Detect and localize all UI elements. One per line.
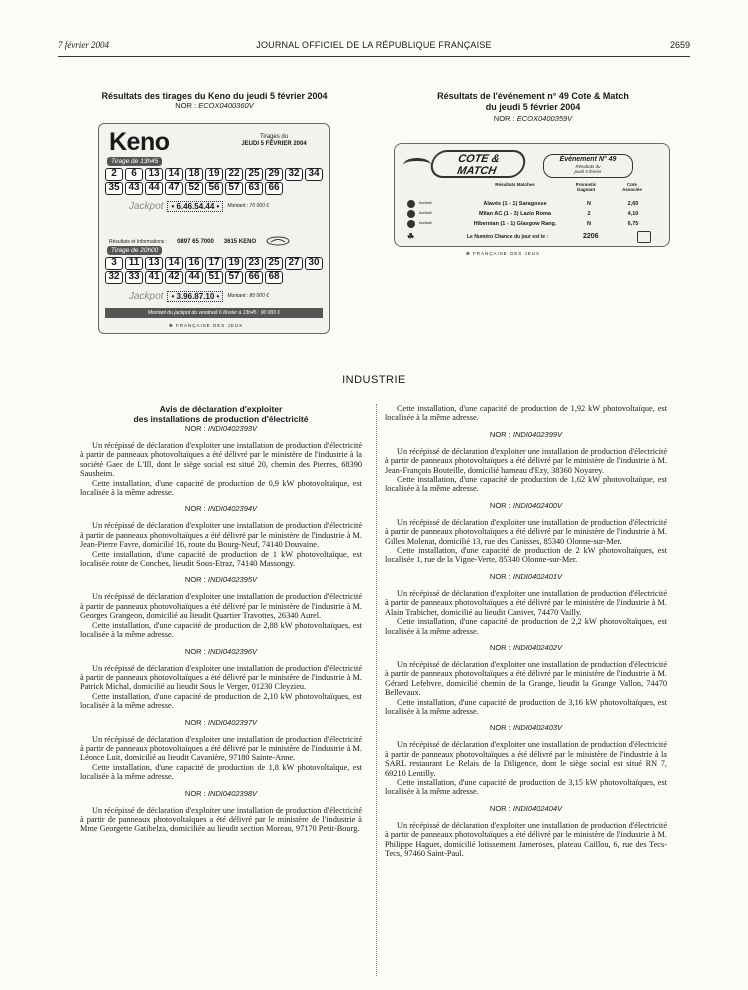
- nor-label: NOR :: [493, 114, 515, 123]
- cote-logo: [429, 150, 528, 178]
- drawn-number: 44: [185, 271, 203, 284]
- drawn-number: 17: [205, 257, 223, 270]
- drawn-number: 66: [265, 182, 283, 195]
- page-number: 2659: [669, 40, 690, 50]
- nor-line: [80, 504, 362, 513]
- journal-title: JOURNAL OFFICIEL DE LA RÉPUBLIQUE FRANÇAISE: [256, 40, 492, 50]
- drawn-number: 25: [245, 168, 263, 181]
- drawn-number: 16: [185, 257, 203, 270]
- article-block: [385, 723, 667, 796]
- col-cote: Cote Associée: [622, 182, 642, 192]
- sport-label: football: [419, 211, 432, 215]
- paragraph: Cette installation, d'une capacité de production de 1,8 kW photovoltaïque, est localisée à la même adresse.: [80, 762, 362, 782]
- nor-line: [385, 430, 667, 439]
- football-icon: [407, 200, 415, 208]
- drawn-number: 34: [305, 168, 323, 181]
- nor-label: NOR :: [184, 717, 206, 727]
- paragraph: Cette installation, d'une capacité de production de 0,9 kW photovoltaïque, est localisée à la même adresse.: [80, 478, 362, 498]
- article-block: [80, 647, 362, 711]
- drawn-number: 14: [165, 168, 183, 181]
- nor-line: [385, 643, 667, 652]
- drawn-number: 63: [245, 182, 263, 195]
- article-title-line1: Avis de déclaration d'exploiter: [159, 404, 283, 414]
- event-sub2: jeudi 5 février: [574, 169, 602, 174]
- nor-line: [385, 572, 667, 581]
- keno-ticket: [98, 123, 330, 334]
- nor-line: [385, 723, 667, 732]
- nor-line: [80, 424, 362, 433]
- match-signe: N: [587, 201, 591, 207]
- jackpot1-amount: Montant : 70 000 €: [227, 203, 270, 209]
- nor-line: [80, 647, 362, 656]
- jackpot1: [129, 200, 269, 212]
- paragraph: Cette installation, d'une capacité de production de 2,88 kW photovoltaïques, est localisée à la même adresse.: [80, 620, 362, 640]
- article-block: [80, 575, 362, 639]
- drawn-number: 3: [105, 257, 123, 270]
- clover-icon: ☘: [407, 232, 415, 241]
- keno-date-line2: JEUDI 5 FÉVRIER 2004: [241, 141, 307, 147]
- article-block: [385, 501, 667, 565]
- paragraph: Cette installation, d'une capacité de production de 3,15 kW photovoltaïques, est localisée à la même adresse.: [385, 777, 667, 797]
- article-block: [385, 404, 667, 423]
- nor-label: NOR :: [489, 571, 511, 581]
- nor-label: NOR :: [489, 723, 511, 733]
- jackpot1-value: • 6.46.54.44 •: [167, 201, 223, 212]
- info-minitel: 3615 KENO: [223, 239, 257, 245]
- drawn-number: 57: [225, 271, 243, 284]
- chance-label: Le Numéro Chance du jour est le :: [467, 234, 549, 240]
- paragraph: Un récépissé de déclaration d'exploiter une installation de production d'électricité à partir de panneaux photovoltaïques a été délivré par le ministère de l'industrie à M. Jean-François Bouteille, domicilié hameau d'Ezy, 38360 Noyarey.: [385, 446, 668, 475]
- article-title-line2: des installations de production d'électricité: [133, 414, 309, 424]
- fdj-logo-icon: [266, 236, 290, 248]
- paragraph: Un récépissé de déclaration d'exploiter une installation de production d'électricité à partir de panneaux photovoltaïques a été délivré par le ministère de l'industrie à M. Patrick Michal, domicilié au lieudit Sous le Verger, 01230 Cleyzieu.: [80, 663, 363, 692]
- nor-code: INDI0402396V: [207, 646, 258, 656]
- event-sub1: Résultats du: [575, 164, 601, 169]
- paragraph: Un récépissé de déclaration d'exploiter une installation de production d'électricité à partir de panneaux photovoltaïques a été délivré par le ministère de l'industrie à M. Gilles Molenat, domicilié 13, rue des Canisses, 85340 Olonne-sur-Mer.: [385, 517, 668, 546]
- cote-title-line2: du jeudi 5 février 2004: [485, 102, 581, 112]
- drawn-number: 66: [245, 271, 263, 284]
- drawn-number: 43: [125, 182, 143, 195]
- nor-code: INDI0402394V: [207, 504, 258, 514]
- drawn-number: 42: [165, 271, 183, 284]
- nor-code: INDI0402399V: [512, 429, 563, 439]
- paragraph: Cette installation, d'une capacité de production de 2,10 kW photovoltaïques, est localisée à la même adresse.: [80, 691, 362, 711]
- nor-label: NOR :: [184, 788, 206, 798]
- draw2-label: Tirage de 20h00: [107, 246, 162, 255]
- match-cote: 4,10: [627, 211, 639, 217]
- chance-value: 2206: [583, 233, 599, 240]
- drawn-number: 22: [225, 168, 243, 181]
- match-result: Alavés (1 - 1) Saragosse: [483, 201, 547, 207]
- drawn-number: 35: [105, 182, 123, 195]
- nor-label: NOR :: [184, 504, 206, 514]
- drawn-number: 57: [225, 182, 243, 195]
- article-block: [385, 572, 667, 636]
- event-box: [543, 154, 633, 178]
- info-label: Résultats et Informations :: [109, 239, 168, 245]
- jackpot2: [129, 290, 269, 302]
- keno-fdj: [169, 323, 243, 329]
- cote-ticket: [394, 143, 670, 247]
- nor-code: INDI0402404V: [512, 803, 563, 813]
- drawn-number: 6: [125, 168, 143, 181]
- article-title: [80, 404, 362, 424]
- paragraph: Un récépissé de déclaration d'exploiter une installation de production d'électricité à partir de panneaux photovoltaïques a été délivré par le ministère de l'industrie à la société Gaec de L'Ill, dont le siège social est situé 20, chemin des Pierres, 68390 Sausheim.: [80, 441, 363, 479]
- keno-logo: Keno: [109, 128, 170, 156]
- fdj-label: FRANÇAISE DES JEUX: [473, 251, 541, 256]
- drawn-number: 29: [265, 168, 283, 181]
- cote-nor: [388, 114, 678, 123]
- event-title: Événement N° 49: [559, 156, 617, 163]
- drawn-number: 41: [145, 271, 163, 284]
- paragraph: Cette installation, d'une capacité de production de 3,16 kW photovoltaïques, est localisée à la même adresse.: [385, 697, 667, 716]
- paragraph: Un récépissé de déclaration d'exploiter une installation de production d'électricité à partir de panneaux photovoltaïques a été délivré par le ministère de l'industrie à M. Philippe Haguet, domicilié lotissement Jameroses, plateau Caillou, 6, rue des Tecs-Tecs, 97460 Saint-Paul.: [385, 820, 668, 858]
- keno-date: [229, 134, 319, 148]
- jackpot2-amount: Montant : 80 000 €: [227, 293, 270, 299]
- drawn-number: 32: [285, 168, 303, 181]
- nor-label: NOR :: [184, 646, 206, 656]
- paragraph: Un récépissé de déclaration d'exploiter une installation de production d'électricité à partir de panneaux photovoltaïques a été délivré par le ministère de l'industrie à M. Alain Trabichet, domicilié au lieudit Canivet, 74470 Vailly.: [385, 588, 668, 617]
- football-icon: [407, 210, 415, 218]
- drawn-number: 32: [105, 271, 123, 284]
- drawn-number: 44: [145, 182, 163, 195]
- drawn-number: 14: [165, 257, 183, 270]
- nor-line: [80, 718, 362, 727]
- left-column: [80, 404, 362, 841]
- match-result: Hibernian (1 - 1) Glasgow Rang.: [473, 221, 557, 227]
- paragraph: Cette installation, d'une capacité de production de 2 kW photovoltaïques, est localisée 1, rue de la Vigne-Verte, 85340 Olonne-sur-Mer.: [385, 546, 667, 565]
- nor-code: INDI0402395V: [207, 575, 258, 585]
- drawn-number: 25: [265, 257, 283, 270]
- match-row: [407, 220, 663, 229]
- draw2-numbers: [105, 257, 325, 284]
- chance-row: [407, 232, 663, 244]
- info-phone: 0897 65 7000: [177, 239, 214, 245]
- drawn-number: 56: [205, 182, 223, 195]
- match-signe: N: [587, 221, 591, 227]
- paragraph: Cette installation, d'une capacité de production de 1 kW photovoltaïque, est localisée route de Conches, lieudit Sous-Etraz, 74140 Massongy.: [80, 549, 362, 569]
- page-header: [58, 40, 690, 56]
- nor-code: INDI0402402V: [512, 642, 563, 652]
- keno-date-line1: Tirages du: [259, 134, 289, 140]
- nor-label: NOR :: [489, 429, 511, 439]
- drawn-number: 27: [285, 257, 303, 270]
- nor-label: NOR :: [184, 424, 206, 433]
- clover-icon: ✤: [466, 251, 471, 256]
- article-block: [80, 718, 362, 782]
- paragraph: Un récépissé de déclaration d'exploiter une installation de production d'électricité à partir de panneaux photovoltaïques a été délivré par le ministère de l'industrie à Mme Georgette Gatibelza, domiciliée au lieudit section Moreau, 97170 Petit-Bourg.: [80, 805, 363, 834]
- nor-line: [385, 501, 667, 510]
- article-block: [385, 643, 667, 716]
- jackpot2-value: • 3.96.87.10 •: [167, 291, 223, 302]
- jackpot-label: Jackpot: [129, 200, 164, 212]
- sport-label: football: [419, 221, 432, 225]
- football-icon: [407, 220, 415, 228]
- article-block: [80, 504, 362, 568]
- nor-code: ECOX0400359V: [516, 114, 573, 123]
- drawn-number: 68: [265, 271, 283, 284]
- badge-icon: [637, 231, 651, 243]
- cote-title-line1: Résultats de l'événement n° 49 Cote & Match: [437, 91, 629, 101]
- match-row: [407, 210, 663, 219]
- drawn-number: 30: [305, 257, 323, 270]
- drawn-number: 19: [205, 168, 223, 181]
- nor-code: ECOX0400360V: [198, 101, 254, 110]
- sport-label: football: [419, 201, 432, 205]
- paragraph: Un récépissé de déclaration d'exploiter une installation de production d'électricité à partir de panneaux photovoltaïques a été délivré par le ministère de l'industrie à la SARL restaurant Le Relais de la Diligence, dont le siège social est situé RN 7, 69210 Lentilly.: [385, 740, 668, 778]
- drawn-number: 33: [125, 271, 143, 284]
- paragraph: Un récépissé de déclaration d'exploiter une installation de production d'électricité à partir de panneaux photovoltaïques a été délivré par le ministère de l'industrie à M. Gérard Lefebvre, domicilié chemin de la Grange, lieudit la Grange Vallon, 74470 Bellevaux.: [385, 659, 668, 698]
- match-cote: 2,60: [627, 201, 639, 207]
- paragraph: Un récépissé de déclaration d'exploiter une installation de production d'électricité à partir de panneaux photovoltaïques a été délivré par le ministère de l'industrie à M. Georges Grangeon, domicilié au lieudit Quartier Travottes, 26340 Aurel.: [80, 592, 363, 621]
- draw1-numbers: [105, 168, 325, 195]
- keno-title: Résultats des tirages du Keno du jeudi 5 février 2004: [101, 91, 328, 101]
- col-matches: Résultats Matches: [495, 182, 535, 187]
- nor-code: INDI0402398V: [207, 788, 258, 798]
- article-block: [385, 430, 667, 494]
- nor-label: NOR :: [175, 101, 197, 110]
- match-cote: 6,75: [627, 221, 639, 227]
- section-heading: INDUSTRIE: [342, 374, 406, 386]
- article-block: [80, 789, 362, 834]
- cote-fdj: [466, 251, 540, 257]
- header-date: 7 février 2004: [58, 40, 109, 50]
- paragraph: Cette installation, d'une capacité de production de 2,2 kW photovoltaïques, est localisée à la même adresse.: [385, 617, 667, 636]
- header-rule: [58, 56, 690, 57]
- nor-label: NOR :: [489, 642, 511, 652]
- column-divider: [376, 404, 377, 976]
- drawn-number: 11: [125, 257, 143, 270]
- nor-code: INDI0402403V: [512, 723, 563, 733]
- article-block: [80, 424, 362, 497]
- drawn-number: 52: [185, 182, 203, 195]
- nor-line: [385, 804, 667, 813]
- nor-label: NOR :: [489, 500, 511, 510]
- jackpot-label: Jackpot: [129, 290, 164, 302]
- cote-logo-line2: MATCH: [456, 165, 498, 177]
- nor-label: NOR :: [489, 803, 511, 813]
- drawn-number: 13: [145, 168, 163, 181]
- col-signe: Pronostic Gagnant: [575, 182, 597, 192]
- match-result: Milan AC (1 - 3) Lazio Roma: [479, 211, 551, 217]
- drawn-number: 51: [205, 271, 223, 284]
- nor-code: INDI0402397V: [207, 717, 258, 727]
- drawn-number: 2: [105, 168, 123, 181]
- drawn-number: 47: [165, 182, 183, 195]
- paragraph: Cette installation, d'une capacité de production de 1,92 kW photovoltaïque, est localisée à la même adresse.: [385, 404, 667, 423]
- paragraph: Cette installation, d'une capacité de production de 1,62 kW photovoltaïque, est localisée à la même adresse.: [385, 475, 667, 494]
- paragraph: Un récépissé de déclaration d'exploiter une installation de production d'électricité à partir de panneaux photovoltaïques a été délivré par le ministère de l'industrie à M. Léonce Luit, domicilié au lieudit Cavanière, 97180 Sainte-Anne.: [80, 734, 363, 763]
- match-signe: 2: [587, 211, 591, 217]
- nor-code: INDI0402393V: [207, 424, 258, 433]
- right-column: [385, 404, 667, 865]
- keno-nor: [72, 101, 357, 110]
- fdj-label: FRANÇAISE DES JEUX: [176, 323, 244, 328]
- nor-label: NOR :: [184, 575, 206, 585]
- drawn-number: 23: [245, 257, 263, 270]
- cote-title: [388, 91, 678, 113]
- drawn-number: 13: [145, 257, 163, 270]
- nor-code: INDI0402401V: [512, 571, 563, 581]
- nor-code: INDI0402400V: [512, 500, 563, 510]
- cote-logo-line1: COTE &: [457, 153, 501, 165]
- clover-icon: ✤: [169, 323, 174, 328]
- article-block: [385, 804, 667, 859]
- match-row: [407, 200, 663, 209]
- keno-footer: Montant du jackpot du vendredi 6 février à 13h45 : 90 000 €: [105, 308, 323, 318]
- ball-swoosh-icon: [403, 158, 431, 172]
- drawn-number: 19: [225, 257, 243, 270]
- draw1-label: Tirage de 13h45: [107, 157, 162, 166]
- paragraph: Un récépissé de déclaration d'exploiter une installation de production d'électricité à partir de panneaux photovoltaïques a été délivré par le ministère de l'industrie à M. Jean-Pierre Favre, domicilié 16, route du Bourg-Neuf, 74140 Douvaine.: [80, 521, 363, 550]
- drawn-number: 18: [185, 168, 203, 181]
- nor-line: [80, 575, 362, 584]
- nor-line: [80, 789, 362, 798]
